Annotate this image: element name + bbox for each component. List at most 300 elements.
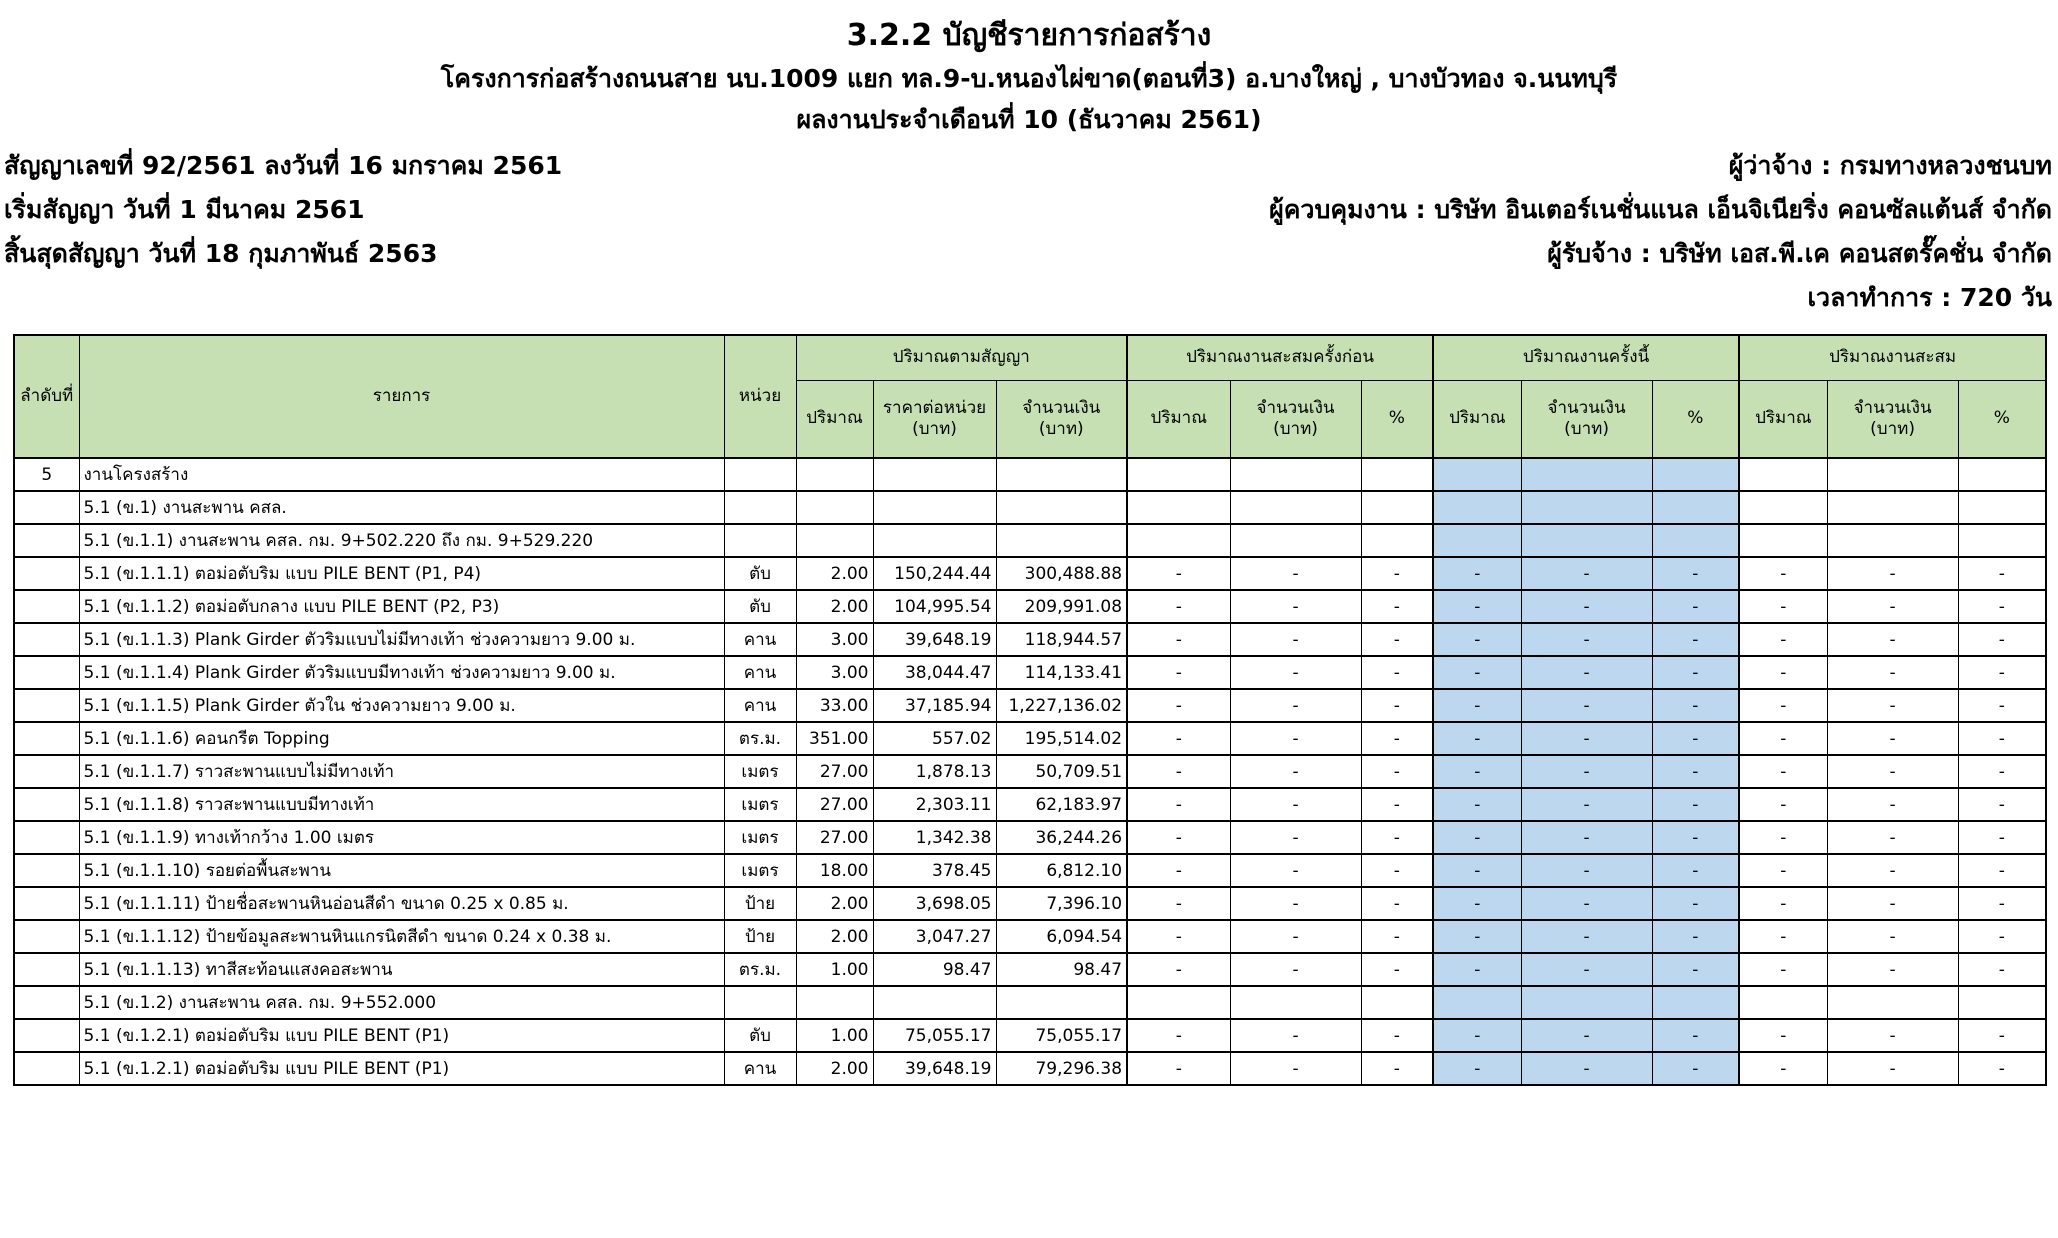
cell-prev-percent	[1361, 524, 1433, 557]
cell-current-amount: -	[1521, 953, 1652, 986]
cell-current-qty: -	[1433, 788, 1521, 821]
cell-contract-qty: 2.00	[796, 590, 873, 623]
cell-current-percent: -	[1652, 689, 1739, 722]
cell-accum-qty	[1739, 986, 1827, 1019]
cell-contract-amount: 114,133.41	[996, 656, 1127, 689]
table-row	[14, 1019, 2046, 1052]
cell-unit: ตับ	[724, 590, 796, 623]
cell-unit: คาน	[724, 656, 796, 689]
cell-accum-percent: -	[1958, 590, 2046, 623]
cell-accum-percent	[1958, 524, 2046, 557]
cell-accum-qty: -	[1739, 656, 1827, 689]
cell-prev-percent: -	[1361, 887, 1433, 920]
cell-accum-amount: -	[1827, 887, 1958, 920]
cell-prev-amount: -	[1230, 1019, 1361, 1052]
cell-prev-amount: -	[1230, 1052, 1361, 1085]
cell-current-percent	[1652, 491, 1739, 524]
cell-no	[14, 722, 79, 755]
group-header-contract: ปริมาณตามสัญญา	[796, 335, 1127, 380]
page-title: 3.2.2 บัญชีรายการก่อสร้าง	[846, 18, 1212, 53]
cell-unit-price: 98.47	[873, 953, 996, 986]
cell-current-amount: -	[1521, 854, 1652, 887]
table-row	[14, 887, 2046, 920]
document-header	[0, 14, 2058, 140]
cell-current-percent: -	[1652, 755, 1739, 788]
cell-contract-qty: 18.00	[796, 854, 873, 887]
col-header-contract-qty: ปริมาณ	[796, 380, 873, 458]
cell-prev-percent: -	[1361, 788, 1433, 821]
supervisor-name: ผู้ควบคุมงาน : บริษัท อินเตอร์เนชั่นแนล เอ็นจิเนียริ่ง คอนซัลแต้นส์ จำกัด	[1269, 195, 2052, 224]
cell-accum-percent: -	[1958, 1019, 2046, 1052]
cell-item: 5.1 (ข.1) งานสะพาน คสล.	[79, 491, 724, 524]
cell-contract-qty: 27.00	[796, 788, 873, 821]
col-header-current-qty: ปริมาณ	[1433, 380, 1521, 458]
contract-info-right	[1269, 144, 2052, 320]
cell-no	[14, 755, 79, 788]
cell-current-percent	[1652, 986, 1739, 1019]
table-row	[14, 821, 2046, 854]
cell-current-amount: -	[1521, 557, 1652, 590]
cell-current-percent: -	[1652, 557, 1739, 590]
contract-start-date: เริ่มสัญญา วันที่ 1 มีนาคม 2561	[4, 195, 365, 224]
cell-contract-qty: 3.00	[796, 623, 873, 656]
cell-accum-amount: -	[1827, 689, 1958, 722]
cell-item: 5.1 (ข.1.1.7) ราวสะพานแบบไม่มีทางเท้า	[79, 755, 724, 788]
contract-info	[0, 140, 2058, 320]
cell-accum-amount: -	[1827, 656, 1958, 689]
cell-current-percent: -	[1652, 656, 1739, 689]
cell-accum-percent: -	[1958, 689, 2046, 722]
cell-contract-amount: 300,488.88	[996, 557, 1127, 590]
cell-no: 5	[14, 458, 79, 491]
cell-no	[14, 557, 79, 590]
boq-table-body	[14, 458, 2046, 1085]
cell-unit-price	[873, 458, 996, 491]
cell-accum-amount: -	[1827, 854, 1958, 887]
cell-contract-amount: 195,514.02	[996, 722, 1127, 755]
cell-unit: ตร.ม.	[724, 953, 796, 986]
cell-current-qty: -	[1433, 1019, 1521, 1052]
cell-accum-amount: -	[1827, 1019, 1958, 1052]
table-row	[14, 854, 2046, 887]
cell-unit-price	[873, 491, 996, 524]
cell-no	[14, 1052, 79, 1085]
cell-accum-qty: -	[1739, 821, 1827, 854]
cell-contract-qty	[796, 491, 873, 524]
cell-prev-qty	[1127, 491, 1230, 524]
cell-prev-percent: -	[1361, 557, 1433, 590]
cell-prev-qty: -	[1127, 788, 1230, 821]
col-header-accum-percent: %	[1958, 380, 2046, 458]
cell-item: 5.1 (ข.1.1.1) ตอม่อตับริม แบบ PILE BENT (P1, P4)	[79, 557, 724, 590]
cell-contract-amount: 209,991.08	[996, 590, 1127, 623]
cell-accum-amount	[1827, 491, 1958, 524]
cell-contract-qty: 3.00	[796, 656, 873, 689]
cell-prev-qty: -	[1127, 1019, 1230, 1052]
cell-prev-amount	[1230, 458, 1361, 491]
cell-accum-amount: -	[1827, 953, 1958, 986]
cell-prev-amount: -	[1230, 656, 1361, 689]
cell-unit-price: 378.45	[873, 854, 996, 887]
cell-current-amount: -	[1521, 689, 1652, 722]
cell-current-qty: -	[1433, 821, 1521, 854]
col-header-unit-price: ราคาต่อหน่วย (บาท)	[873, 380, 996, 458]
cell-accum-amount: -	[1827, 557, 1958, 590]
cell-no	[14, 491, 79, 524]
col-header-accum-amount: จำนวนเงิน (บาท)	[1827, 380, 1958, 458]
cell-prev-amount: -	[1230, 590, 1361, 623]
cell-prev-qty: -	[1127, 557, 1230, 590]
cell-no	[14, 821, 79, 854]
cell-prev-amount	[1230, 491, 1361, 524]
cell-prev-percent: -	[1361, 920, 1433, 953]
cell-unit	[724, 458, 796, 491]
cell-contract-qty	[796, 986, 873, 1019]
cell-prev-qty: -	[1127, 623, 1230, 656]
cell-unit	[724, 524, 796, 557]
cell-unit: ป้าย	[724, 920, 796, 953]
table-row	[14, 920, 2046, 953]
cell-prev-qty: -	[1127, 755, 1230, 788]
cell-unit-price: 39,648.19	[873, 623, 996, 656]
cell-item: 5.1 (ข.1.1.4) Plank Girder ตัวริมแบบมีทางเท้า ช่วงความยาว 9.00 ม.	[79, 656, 724, 689]
cell-accum-qty: -	[1739, 788, 1827, 821]
cell-current-qty: -	[1433, 557, 1521, 590]
cell-item: 5.1 (ข.1.1) งานสะพาน คสล. กม. 9+502.220 ถึง กม. 9+529.220	[79, 524, 724, 557]
cell-item: 5.1 (ข.1.1.9) ทางเท้ากว้าง 1.00 เมตร	[79, 821, 724, 854]
col-header-prev-percent: %	[1361, 380, 1433, 458]
cell-prev-amount: -	[1230, 722, 1361, 755]
contract-info-left	[4, 144, 562, 320]
cell-accum-percent: -	[1958, 656, 2046, 689]
cell-accum-amount: -	[1827, 1052, 1958, 1085]
cell-unit: เมตร	[724, 821, 796, 854]
cell-accum-amount: -	[1827, 755, 1958, 788]
cell-item: งานโครงสร้าง	[79, 458, 724, 491]
cell-item: 5.1 (ข.1.1.5) Plank Girder ตัวใน ช่วงความยาว 9.00 ม.	[79, 689, 724, 722]
col-header-prev-amount: จำนวนเงิน (บาท)	[1230, 380, 1361, 458]
cell-item: 5.1 (ข.1.2.1) ตอม่อตับริม แบบ PILE BENT (P1)	[79, 1019, 724, 1052]
cell-contract-amount: 6,094.54	[996, 920, 1127, 953]
cell-contract-amount	[996, 491, 1127, 524]
cell-current-amount: -	[1521, 821, 1652, 854]
cell-contract-amount	[996, 524, 1127, 557]
cell-contract-qty: 2.00	[796, 1052, 873, 1085]
cell-prev-amount: -	[1230, 920, 1361, 953]
group-header-accumulated: ปริมาณงานสะสม	[1739, 335, 2046, 380]
cell-accum-qty: -	[1739, 953, 1827, 986]
cell-no	[14, 986, 79, 1019]
cell-prev-percent	[1361, 458, 1433, 491]
cell-prev-qty: -	[1127, 1052, 1230, 1085]
cell-contract-qty: 27.00	[796, 821, 873, 854]
cell-current-amount	[1521, 986, 1652, 1019]
cell-item: 5.1 (ข.1.1.2) ตอม่อตับกลาง แบบ PILE BENT (P2, P3)	[79, 590, 724, 623]
cell-prev-percent: -	[1361, 854, 1433, 887]
cell-unit-price: 150,244.44	[873, 557, 996, 590]
table-row	[14, 788, 2046, 821]
cell-prev-qty: -	[1127, 854, 1230, 887]
cell-prev-qty	[1127, 524, 1230, 557]
group-header-previous: ปริมาณงานสะสมครั้งก่อน	[1127, 335, 1433, 380]
cell-current-amount: -	[1521, 887, 1652, 920]
cell-current-qty: -	[1433, 689, 1521, 722]
cell-accum-qty: -	[1739, 887, 1827, 920]
cell-unit: คาน	[724, 1052, 796, 1085]
cell-no	[14, 953, 79, 986]
project-name: โครงการก่อสร้างถนนสาย นบ.1009 แยก ทล.9-บ.หนองไผ่ขาด(ตอนที่3) อ.บางใหญ่ , บางบัวทอง จ.นนทบุรี	[440, 64, 1618, 93]
cell-prev-amount: -	[1230, 755, 1361, 788]
cell-prev-percent: -	[1361, 1052, 1433, 1085]
cell-contract-qty: 1.00	[796, 953, 873, 986]
cell-prev-amount: -	[1230, 689, 1361, 722]
cell-item: 5.1 (ข.1.1.6) คอนกรีต Topping	[79, 722, 724, 755]
cell-current-qty	[1433, 986, 1521, 1019]
cell-contract-qty: 2.00	[796, 887, 873, 920]
cell-accum-percent: -	[1958, 722, 2046, 755]
cell-unit-price: 557.02	[873, 722, 996, 755]
cell-prev-qty: -	[1127, 590, 1230, 623]
cell-prev-amount: -	[1230, 953, 1361, 986]
cell-item: 5.1 (ข.1.2) งานสะพาน คสล. กม. 9+552.000	[79, 986, 724, 1019]
cell-prev-percent: -	[1361, 656, 1433, 689]
cell-unit: เมตร	[724, 854, 796, 887]
cell-prev-amount: -	[1230, 623, 1361, 656]
cell-contract-qty: 2.00	[796, 920, 873, 953]
cell-prev-qty: -	[1127, 722, 1230, 755]
contractor-name: ผู้รับจ้าง : บริษัท เอส.พี.เค คอนสตรั๊คชั่น จำกัด	[1547, 239, 2052, 268]
cell-no	[14, 788, 79, 821]
group-header-current: ปริมาณงานครั้งนี้	[1433, 335, 1739, 380]
cell-prev-qty: -	[1127, 656, 1230, 689]
cell-current-qty: -	[1433, 656, 1521, 689]
cell-accum-percent: -	[1958, 788, 2046, 821]
cell-accum-percent: -	[1958, 854, 2046, 887]
cell-current-percent: -	[1652, 1052, 1739, 1085]
cell-prev-qty	[1127, 986, 1230, 1019]
cell-contract-amount: 98.47	[996, 953, 1127, 986]
col-header-unit: หน่วย	[724, 335, 796, 458]
cell-item: 5.1 (ข.1.2.1) ตอม่อตับริม แบบ PILE BENT (P1)	[79, 1052, 724, 1085]
cell-current-qty	[1433, 524, 1521, 557]
cell-no	[14, 689, 79, 722]
cell-accum-qty: -	[1739, 1052, 1827, 1085]
table-row	[14, 953, 2046, 986]
cell-unit: ป้าย	[724, 887, 796, 920]
cell-prev-percent: -	[1361, 755, 1433, 788]
cell-item: 5.1 (ข.1.1.3) Plank Girder ตัวริมแบบไม่มีทางเท้า ช่วงความยาว 9.00 ม.	[79, 623, 724, 656]
cell-current-amount: -	[1521, 623, 1652, 656]
cell-current-amount	[1521, 524, 1652, 557]
table-row	[14, 689, 2046, 722]
cell-current-amount: -	[1521, 656, 1652, 689]
cell-current-qty: -	[1433, 623, 1521, 656]
cell-current-qty	[1433, 491, 1521, 524]
cell-accum-amount: -	[1827, 788, 1958, 821]
cell-prev-amount: -	[1230, 557, 1361, 590]
cell-prev-percent: -	[1361, 590, 1433, 623]
cell-contract-qty: 27.00	[796, 755, 873, 788]
cell-contract-amount: 79,296.38	[996, 1052, 1127, 1085]
cell-accum-percent: -	[1958, 920, 2046, 953]
cell-prev-qty: -	[1127, 920, 1230, 953]
cell-current-qty: -	[1433, 887, 1521, 920]
table-row	[14, 590, 2046, 623]
cell-prev-percent: -	[1361, 1019, 1433, 1052]
cell-no	[14, 920, 79, 953]
cell-accum-qty	[1739, 524, 1827, 557]
col-header-no: ลำดับที่	[14, 335, 79, 458]
cell-current-qty: -	[1433, 1052, 1521, 1085]
cell-accum-amount	[1827, 458, 1958, 491]
cell-contract-qty: 351.00	[796, 722, 873, 755]
cell-prev-amount: -	[1230, 854, 1361, 887]
cell-accum-qty	[1739, 491, 1827, 524]
cell-unit-price	[873, 986, 996, 1019]
working-duration: เวลาทำการ : 720 วัน	[1807, 283, 2052, 312]
cell-contract-amount: 75,055.17	[996, 1019, 1127, 1052]
cell-current-qty: -	[1433, 953, 1521, 986]
cell-unit-price: 37,185.94	[873, 689, 996, 722]
cell-accum-qty: -	[1739, 590, 1827, 623]
cell-accum-percent: -	[1958, 1052, 2046, 1085]
cell-current-amount: -	[1521, 1019, 1652, 1052]
col-header-current-percent: %	[1652, 380, 1739, 458]
table-row	[14, 1052, 2046, 1085]
boq-table-header	[14, 335, 2046, 458]
cell-unit	[724, 986, 796, 1019]
cell-current-qty: -	[1433, 854, 1521, 887]
cell-prev-amount	[1230, 524, 1361, 557]
cell-accum-qty: -	[1739, 557, 1827, 590]
cell-unit: คาน	[724, 623, 796, 656]
cell-current-amount: -	[1521, 1052, 1652, 1085]
cell-prev-percent: -	[1361, 953, 1433, 986]
cell-accum-percent: -	[1958, 953, 2046, 986]
cell-current-amount: -	[1521, 722, 1652, 755]
contract-number: สัญญาเลขที่ 92/2561 ลงวันที่ 16 มกราคม 2561	[4, 151, 563, 180]
cell-unit-price: 3,698.05	[873, 887, 996, 920]
cell-contract-amount: 62,183.97	[996, 788, 1127, 821]
cell-accum-percent: -	[1958, 755, 2046, 788]
cell-unit: เมตร	[724, 788, 796, 821]
cell-accum-percent	[1958, 458, 2046, 491]
col-header-prev-qty: ปริมาณ	[1127, 380, 1230, 458]
cell-contract-qty	[796, 458, 873, 491]
cell-current-qty	[1433, 458, 1521, 491]
report-period: ผลงานประจำเดือนที่ 10 (ธันวาคม 2561)	[796, 105, 1262, 134]
cell-unit-price: 2,303.11	[873, 788, 996, 821]
cell-prev-qty: -	[1127, 887, 1230, 920]
cell-prev-percent	[1361, 491, 1433, 524]
cell-unit: ตร.ม.	[724, 722, 796, 755]
boq-table	[13, 334, 2047, 1086]
cell-prev-qty: -	[1127, 689, 1230, 722]
cell-current-percent: -	[1652, 854, 1739, 887]
cell-contract-amount	[996, 986, 1127, 1019]
table-row	[14, 755, 2046, 788]
cell-accum-percent	[1958, 491, 2046, 524]
cell-current-percent: -	[1652, 953, 1739, 986]
cell-accum-amount: -	[1827, 920, 1958, 953]
col-header-accum-qty: ปริมาณ	[1739, 380, 1827, 458]
table-row	[14, 623, 2046, 656]
cell-contract-qty: 1.00	[796, 1019, 873, 1052]
cell-current-percent: -	[1652, 788, 1739, 821]
cell-no	[14, 524, 79, 557]
cell-contract-amount: 1,227,136.02	[996, 689, 1127, 722]
cell-item: 5.1 (ข.1.1.12) ป้ายข้อมูลสะพานหินแกรนิตสีดำ ขนาด 0.24 x 0.38 ม.	[79, 920, 724, 953]
cell-accum-amount: -	[1827, 590, 1958, 623]
table-row	[14, 656, 2046, 689]
table-row	[14, 458, 2046, 491]
cell-current-percent: -	[1652, 722, 1739, 755]
table-row	[14, 722, 2046, 755]
cell-prev-percent: -	[1361, 689, 1433, 722]
cell-prev-amount: -	[1230, 788, 1361, 821]
cell-contract-amount: 7,396.10	[996, 887, 1127, 920]
cell-prev-percent	[1361, 986, 1433, 1019]
cell-accum-percent	[1958, 986, 2046, 1019]
cell-contract-qty	[796, 524, 873, 557]
cell-contract-amount: 6,812.10	[996, 854, 1127, 887]
cell-item: 5.1 (ข.1.1.10) รอยต่อพื้นสะพาน	[79, 854, 724, 887]
cell-unit-price: 75,055.17	[873, 1019, 996, 1052]
cell-accum-percent: -	[1958, 887, 2046, 920]
cell-unit-price: 3,047.27	[873, 920, 996, 953]
cell-item: 5.1 (ข.1.1.11) ป้ายชื่อสะพานหินอ่อนสีดำ ขนาด 0.25 x 0.85 ม.	[79, 887, 724, 920]
cell-unit	[724, 491, 796, 524]
cell-accum-qty: -	[1739, 1019, 1827, 1052]
cell-item: 5.1 (ข.1.1.13) ทาสีสะท้อนแสงคอสะพาน	[79, 953, 724, 986]
cell-accum-qty	[1739, 458, 1827, 491]
cell-prev-qty: -	[1127, 821, 1230, 854]
cell-prev-percent: -	[1361, 623, 1433, 656]
table-row	[14, 491, 2046, 524]
cell-accum-percent: -	[1958, 557, 2046, 590]
cell-current-amount: -	[1521, 755, 1652, 788]
cell-prev-qty	[1127, 458, 1230, 491]
col-header-item: รายการ	[79, 335, 724, 458]
cell-current-amount: -	[1521, 590, 1652, 623]
cell-accum-amount: -	[1827, 623, 1958, 656]
table-row	[14, 986, 2046, 1019]
cell-accum-amount	[1827, 986, 1958, 1019]
cell-accum-qty: -	[1739, 755, 1827, 788]
cell-current-qty: -	[1433, 755, 1521, 788]
cell-accum-amount	[1827, 524, 1958, 557]
cell-no	[14, 623, 79, 656]
cell-unit: คาน	[724, 689, 796, 722]
cell-accum-amount: -	[1827, 821, 1958, 854]
cell-current-qty: -	[1433, 590, 1521, 623]
cell-unit-price: 1,878.13	[873, 755, 996, 788]
cell-contract-amount: 50,709.51	[996, 755, 1127, 788]
cell-contract-amount: 118,944.57	[996, 623, 1127, 656]
col-header-contract-amount: จำนวนเงิน (บาท)	[996, 380, 1127, 458]
cell-unit-price: 104,995.54	[873, 590, 996, 623]
cell-current-amount: -	[1521, 788, 1652, 821]
cell-no	[14, 1019, 79, 1052]
cell-unit-price	[873, 524, 996, 557]
cell-prev-amount: -	[1230, 821, 1361, 854]
cell-prev-percent: -	[1361, 722, 1433, 755]
cell-current-amount: -	[1521, 920, 1652, 953]
cell-prev-percent: -	[1361, 821, 1433, 854]
cell-current-percent	[1652, 524, 1739, 557]
cell-unit-price: 1,342.38	[873, 821, 996, 854]
contract-end-date: สิ้นสุดสัญญา วันที่ 18 กุมภาพันธ์ 2563	[4, 239, 438, 268]
